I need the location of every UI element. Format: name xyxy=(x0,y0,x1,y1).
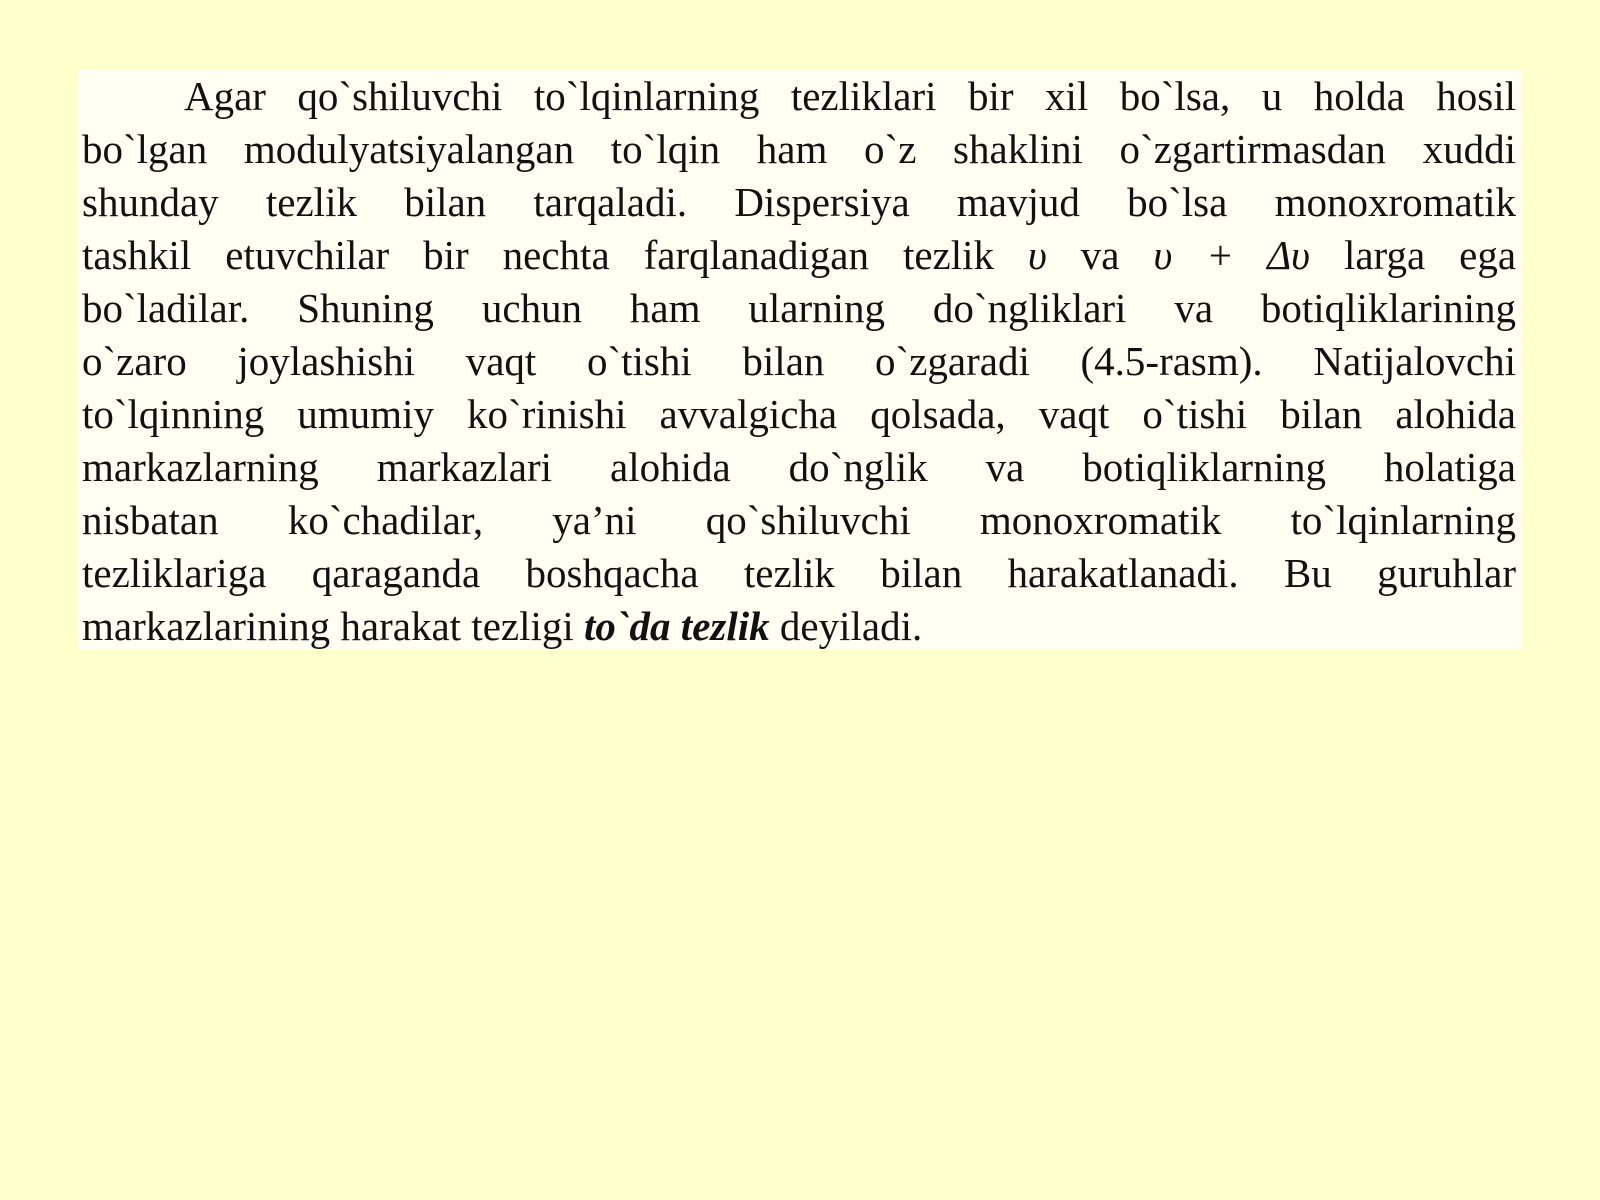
velocity-symbol: υ xyxy=(1027,232,1047,278)
text-paragraph-box xyxy=(78,70,1522,650)
line-4-text-before: tashkil etuvchilar bir nechta farqlanadigan tezlik xyxy=(82,232,995,278)
paragraph-line-5: bo`ladilar. Shuning uchun ham ularning do`ngliklari va botiqliklarining xyxy=(82,285,1516,331)
paragraph-line-6: o`zaro joylashishi vaqt o`tishi bilan o`zgaradi (4.5-rasm). Natijalovchi xyxy=(82,338,1516,384)
paragraph-line-10: tezliklariga qaraganda boshqacha tezlik bilan harakatlanadi. Bu guruhlar xyxy=(82,550,1516,596)
paragraph-line-9: nisbatan ko`chadilar, ya’ni qo`shiluvchi monoxromatik to`lqinlarning xyxy=(82,497,1516,543)
paragraph-line-8: markazlarning markazlari alohida do`nglik va botiqliklarning holatiga xyxy=(82,444,1516,490)
paragraph-line-2: bo`lgan modulyatsiyalangan to`lqin ham o`z shaklini o`zgartirmasdan xuddi xyxy=(82,126,1516,172)
line-4-text-after: larga ega xyxy=(1343,232,1516,278)
group-velocity-term: to`da tezlik xyxy=(584,603,770,649)
line-11-text-before: markazlarining harakat tezligi xyxy=(82,603,574,649)
line-11-text-after: deyiladi. xyxy=(779,603,923,649)
paragraph-line-1: Agar qo`shiluvchi to`lqinlarning tezliklari bir xil bo`lsa, u holda hosil xyxy=(184,73,1516,119)
paragraph-line-11 xyxy=(82,600,1516,653)
paragraph-line-3: shunday tezlik bilan tarqaladi. Dispersiya mavjud bo`lsa monoxromatik xyxy=(82,179,1516,225)
paragraph-line-4 xyxy=(82,229,1516,282)
velocity-delta-expression: υ + Δυ xyxy=(1153,232,1310,278)
line-4-text-mid: va xyxy=(1080,232,1120,278)
paragraph-line-7: to`lqinning umumiy ko`rinishi avvalgicha qolsada, vaqt o`tishi bilan alohida xyxy=(82,391,1516,437)
